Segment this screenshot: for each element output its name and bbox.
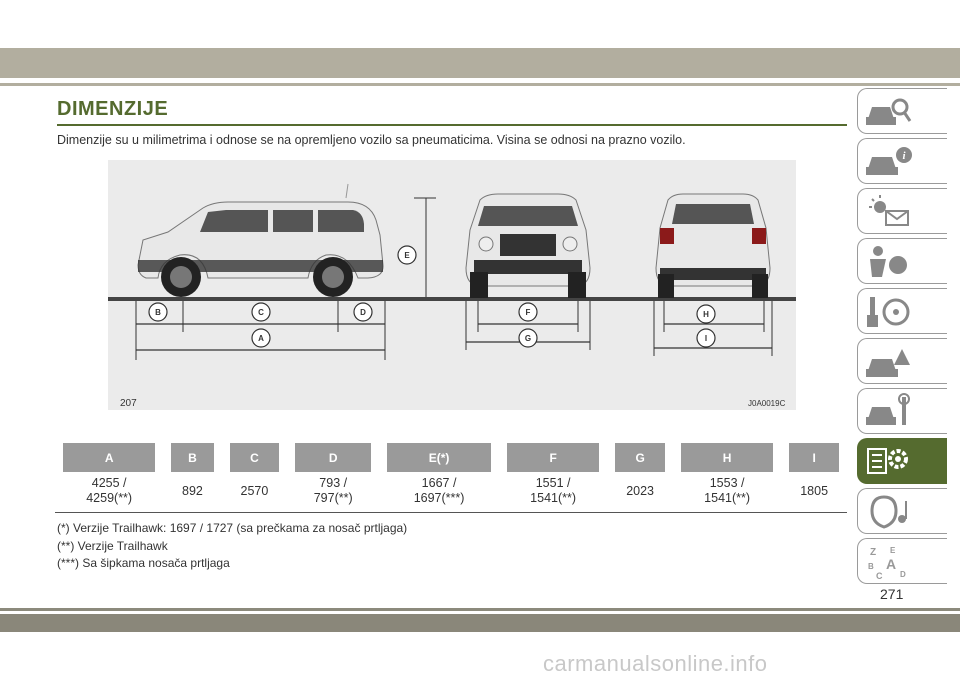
dimensions-table (55, 443, 847, 513)
cell-h: 1553 / 1541(**) (673, 472, 781, 513)
callout-f: F (525, 308, 531, 317)
vehicle-dimensions-diagram (108, 160, 796, 410)
callout-e: E (404, 251, 410, 260)
footnote-2: (**) Verzije Trailhawk (57, 538, 168, 553)
cell-g: 2023 (607, 472, 673, 513)
side-view-car (138, 184, 383, 297)
svg-text:E: E (890, 546, 896, 555)
tab-index[interactable] (857, 538, 947, 584)
page-title: DIMENZIJE (57, 98, 169, 120)
cell-e: 1667 / 1697(***) (379, 472, 499, 513)
svg-text:A: A (886, 556, 897, 572)
tab-starting-driving[interactable] (857, 288, 947, 334)
table-row (55, 472, 847, 513)
callout-h: H (703, 310, 709, 319)
callout-a: A (258, 334, 264, 343)
car-search-icon (864, 93, 914, 131)
watermark: carmanualsonline.info (543, 651, 768, 676)
svg-text:D: D (900, 570, 906, 579)
intro-text: Dimenzije su u milimetrima i odnose se na opremljeno vozilo sa pneumaticima. Visina se odnosi na prazno vozilo. (57, 133, 686, 147)
callout-d: D (360, 308, 366, 317)
cell-a: 4255 / 4259(**) (55, 472, 163, 513)
airbag-person-icon (864, 243, 914, 281)
header-h: H (673, 443, 781, 472)
svg-text:C: C (876, 571, 883, 581)
table-header-row (55, 443, 847, 472)
header-c: C (222, 443, 288, 472)
header-f: F (499, 443, 607, 472)
front-view-car (466, 194, 590, 298)
header-b: B (163, 443, 221, 472)
svg-text:i: i (902, 150, 906, 162)
index-letters-icon (864, 543, 914, 581)
specifications-gear-icon (864, 443, 914, 481)
footer-rule (0, 608, 960, 611)
callout-i: I (704, 334, 708, 343)
callout-c: C (258, 308, 264, 317)
header-g: G (607, 443, 673, 472)
header-band (0, 48, 960, 78)
rear-view-car (656, 194, 770, 298)
multimedia-icon (864, 493, 914, 531)
tab-multimedia[interactable] (857, 488, 947, 534)
tab-safety[interactable] (857, 238, 947, 284)
title-underline (57, 124, 847, 126)
cell-i: 1805 (781, 472, 847, 513)
car-info-icon (864, 143, 914, 181)
callout-g: G (524, 334, 532, 343)
header-a: A (55, 443, 163, 472)
svg-text:Z: Z (870, 547, 877, 558)
dimensions-figure (108, 160, 796, 410)
footnote-1: (*) Verzije Trailhawk: 1697 / 1727 (sa prečkama za nosač prtljaga) (57, 521, 408, 535)
figure-code: J0A0019C (748, 399, 786, 408)
header-i: I (781, 443, 847, 472)
header-e: E(*) (379, 443, 499, 472)
page-number: 271 (880, 586, 904, 602)
car-tools-icon (864, 393, 914, 431)
tab-car-search[interactable] (857, 88, 947, 134)
tab-car-info[interactable] (857, 138, 947, 184)
cell-c: 2570 (222, 472, 288, 513)
cell-f: 1551 / 1541(**) (499, 472, 607, 513)
tab-specifications[interactable] (857, 438, 947, 484)
cell-d: 793 / 797(**) (287, 472, 379, 513)
figure-number: 207 (120, 398, 137, 409)
callout-b: B (155, 308, 161, 317)
footnote-3: (***) Sa šipkama nosača prtljaga (57, 556, 230, 570)
tab-emergency[interactable] (857, 338, 947, 384)
svg-text:B: B (868, 562, 874, 571)
footer-band (0, 614, 960, 632)
header-rule (0, 83, 960, 86)
car-accident-icon (864, 343, 914, 381)
steering-wheel-key-icon (864, 293, 914, 331)
tab-servicing[interactable] (857, 388, 947, 434)
footnotes (57, 520, 407, 573)
cell-b: 892 (163, 472, 221, 513)
tab-warning-lights[interactable] (857, 188, 947, 234)
warning-lights-icon (864, 193, 914, 231)
header-d: D (287, 443, 379, 472)
